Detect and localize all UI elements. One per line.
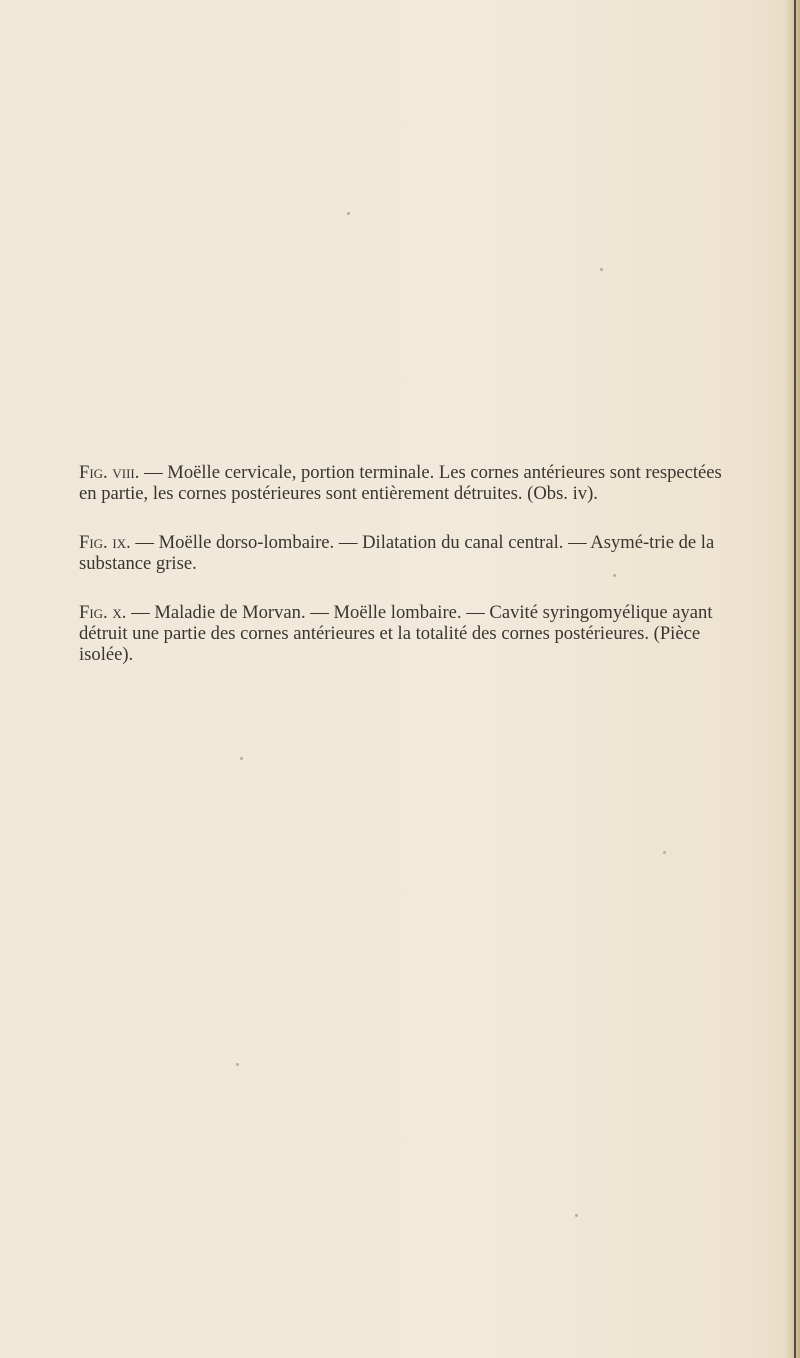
caption-numeral: x. (112, 602, 127, 623)
page-edge-shadow (784, 0, 800, 1358)
paper-speck (600, 268, 603, 271)
caption-label: Fig. (79, 532, 108, 553)
caption-text: — Maladie de Morvan. — Moëlle lombaire. — Cavité syringomyélique ayant détruit une partie des cornes antérieures et la totalité des cornes postérieures. (Pièce isolée). (79, 602, 713, 665)
paper-speck (347, 212, 350, 215)
paper-speck (575, 1214, 578, 1217)
caption-text: — Moëlle dorso-lombaire. — Dilatation du canal central. — Asymé-trie de la substance grise. (79, 532, 715, 574)
caption-numeral: ix. (112, 532, 131, 553)
page-edge-line (794, 0, 796, 1358)
caption-fig-ix (79, 532, 739, 574)
caption-text: — Moëlle cervicale, portion terminale. Les cornes antérieures sont respectées en partie, les cornes postérieures sont entièrement détruites. (Obs. iv). (79, 462, 722, 504)
caption-label: Fig. (79, 602, 108, 623)
figure-captions (79, 462, 739, 693)
caption-fig-viii (79, 462, 739, 504)
caption-label: Fig. (79, 462, 108, 483)
caption-fig-x (79, 602, 739, 665)
caption-numeral: viii. (112, 462, 140, 483)
paper-speck (240, 757, 243, 760)
paper-speck (663, 851, 666, 854)
paper-speck (236, 1063, 239, 1066)
